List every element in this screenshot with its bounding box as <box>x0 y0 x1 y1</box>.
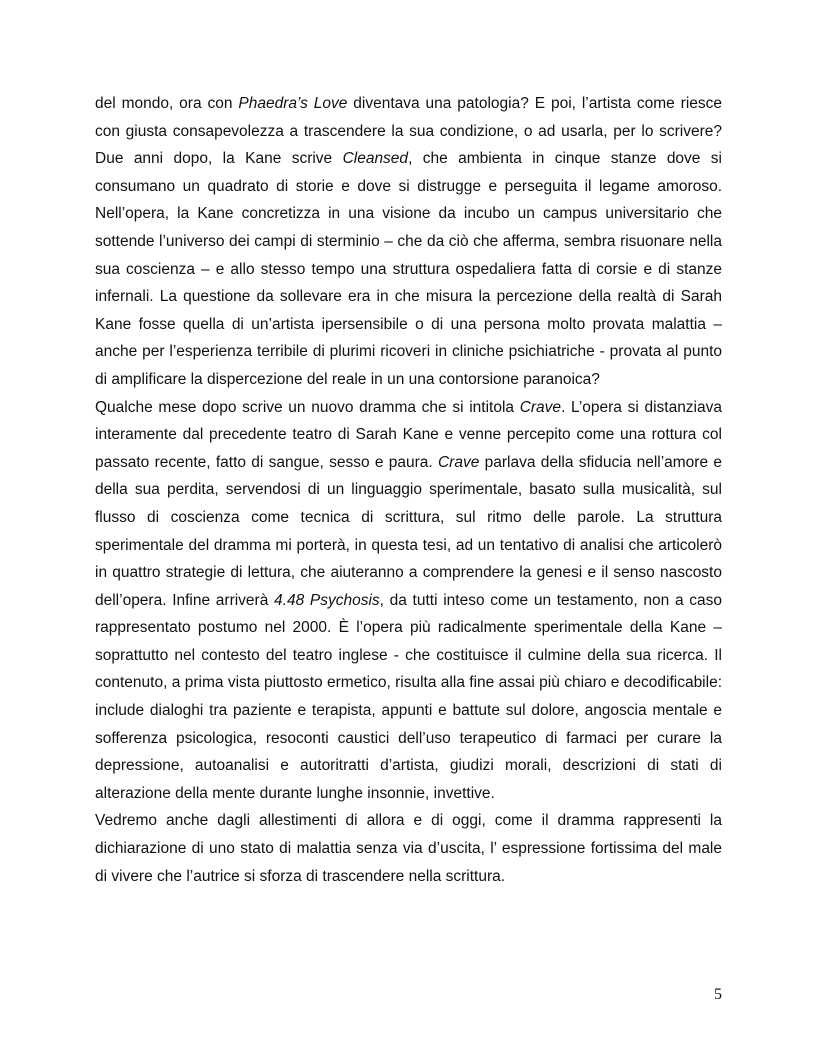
paragraph-3 <box>95 807 722 890</box>
text-run: parlava della sfiducia nell’amore e della sua perdita, servendosi di un linguaggio sperimentale, basato sulla musicalità, sul flusso di coscienza come tecnica di scrittura, sul ritmo delle parole. La struttura sperimentale del dramma mi porterà, in questa tesi, ad un tentativo di analisi che articolerò in quattro strategie di lettura, che aiuteranno a comprendere la genesi e il senso nascosto dell’opera. Infine arriverà <box>95 453 722 609</box>
text-run: . L’opera si distanziava interamente dal precedente teatro di Sarah Kane e venne percepito come una rottura col passato recente, fatto di sangue, sesso e paura. <box>95 398 722 471</box>
text-run: , che ambienta in cinque stanze dove si consumano un quadrato di storie e dove si distrugge e perseguita il legame amoroso. Nell’opera, la Kane concretizza in una visione da incubo un campus universitario che sottende l’universo dei campi di sterminio – che da ciò che afferma, sembra risuonare nella sua coscienza – e allo stesso tempo una struttura ospedaliera fatta di corsie e di stanze infernali. La questione da sollevare era in che misura la percezione della realtà di Sarah Kane fosse quella di un’artista ipersensibile o di una persona molto provata malattia – anche per l’esperienza terribile di plurimi ricoveri in cliniche psichiatriche - provata al punto di amplificare la dispercezione del reale in un una contorsione paranoica? <box>95 150 723 388</box>
italic-title: 4.48 Psychosis <box>274 591 380 609</box>
text-run: , da tutti inteso come un testamento, non a caso rappresentato postumo nel 2000. È l’opera più radicalmente sperimentale della Kane – soprattutto nel contesto del teatro inglese - che costituisce il culmine della sua ricerca. Il contenuto, a prima vista piuttosto ermetico, risulta alla fine assai più chiaro e decodificabile: include dialoghi tra paziente e terapista, appunti e battute sul dolore, angoscia mentale e sofferenza psicologica, resoconti caustici dell’uso terapeutico di farmaci per curare la depressione, autoanalisi e autoritratti d’artista, giudizi morali, descrizioni di stati di alterazione della mente durante lunghe insonnie, invettive. <box>95 591 722 802</box>
paragraph-2 <box>95 394 722 808</box>
italic-title: Phaedra’s Love <box>238 95 348 112</box>
italic-title: Crave <box>519 398 562 416</box>
text-run: Qualche mese dopo scrive un nuovo dramma che si intitola <box>95 398 520 416</box>
text-run: Vedremo anche dagli allestimenti di allora e di oggi, come il dramma rappresenti la dichiarazione di uno stato di malattia senza via d’uscita, l’ espressione fortissima del male di vivere che l’autrice si sforza di trascendere nella scrittura. <box>95 812 722 885</box>
italic-title: Crave <box>437 453 480 471</box>
page-number: 5 <box>714 986 722 1003</box>
text-run: diventava una patologia? E poi, l’artista come riesce con giusta consapevolezza a trascendere la sua condizione, o ad usarla, per lo scrivere? Due anni dopo, la Kane scrive <box>95 95 723 168</box>
paragraph-1 <box>95 90 722 394</box>
italic-title: Cleansed <box>342 150 409 168</box>
body-text <box>95 90 722 890</box>
text-run: del mondo, ora con <box>95 95 239 112</box>
